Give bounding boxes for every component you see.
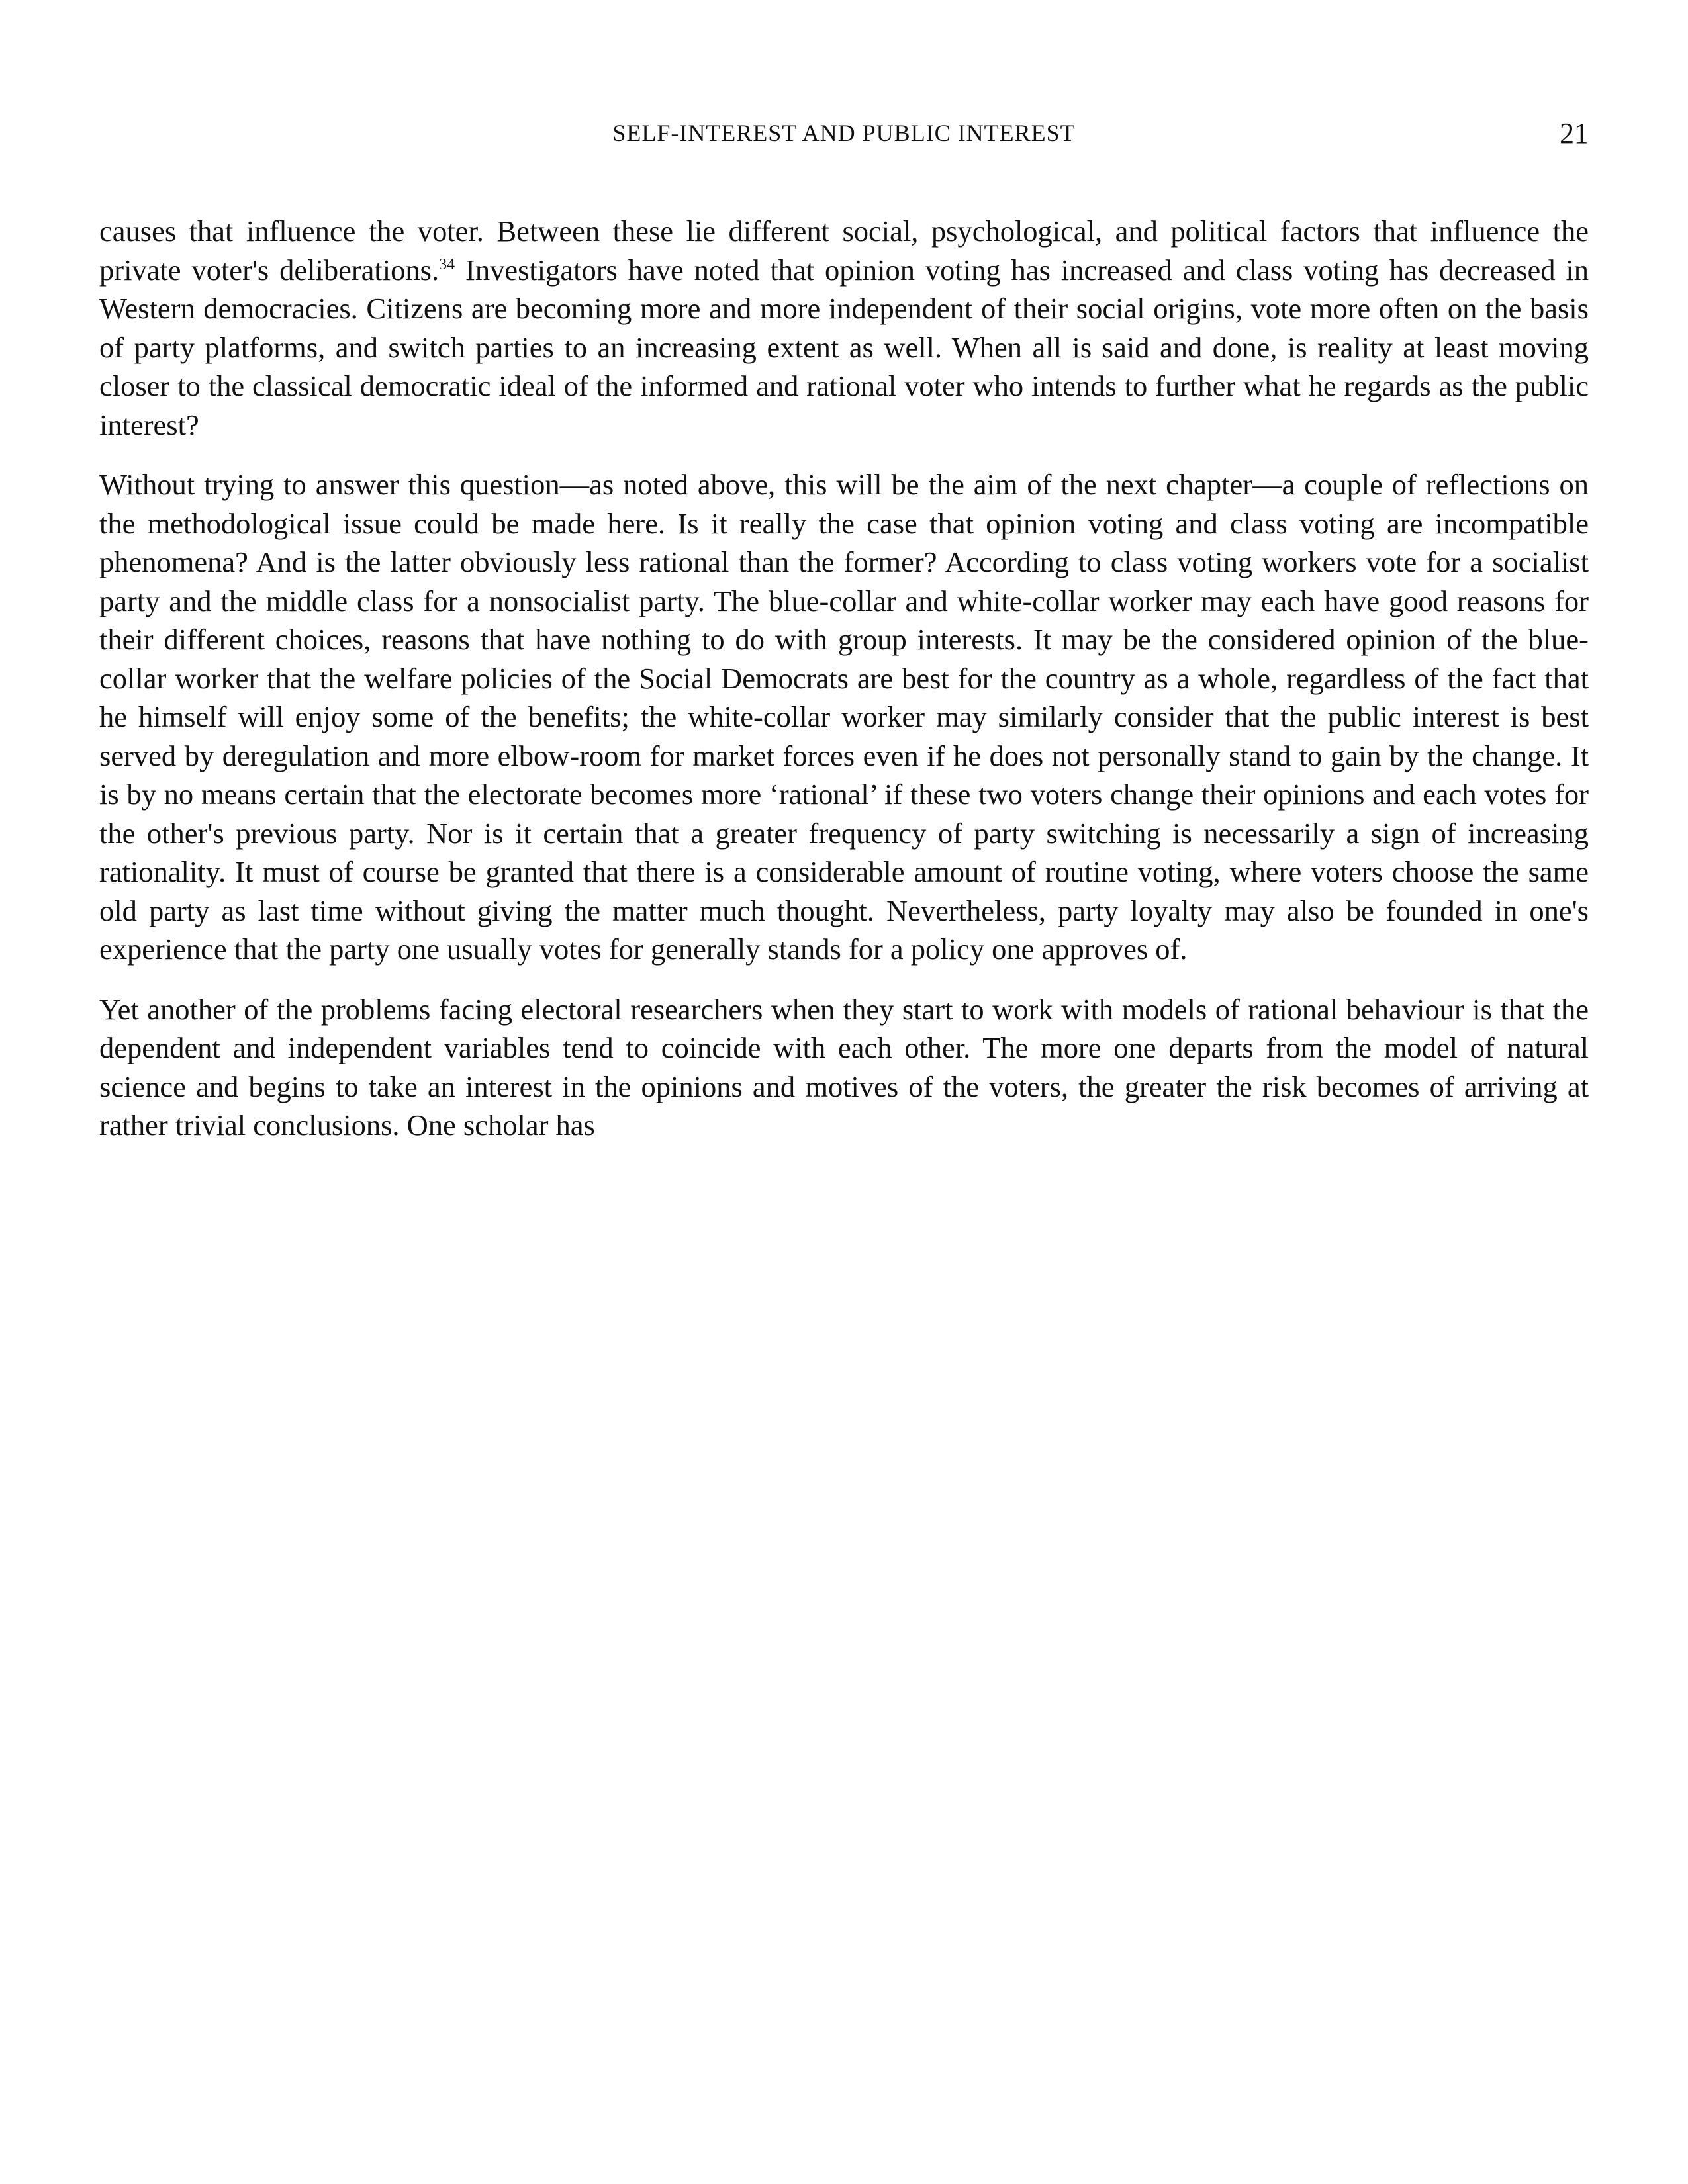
running-title: SELF-INTEREST AND PUBLIC INTEREST (612, 120, 1076, 146)
body-text (99, 212, 1589, 1166)
paragraph-2: Without trying to answer this question—as noted above, this will be the aim of the next chapter—a couple of reflections on the methodological issue could be made here. Is it really the case that opinion voting and class voting are incompatible phenomena? And is the latter obviously less rational than the former? According to class voting workers vote for a socialist party and the middle class for a nonsocialist party. The blue-collar and white-collar worker may each have good reasons for their different choices, reasons that have nothing to do with group interests. It may be the considered opinion of the blue-collar worker that the welfare policies of the Social Democrats are best for the country as a whole, regardless of the fact that he himself will enjoy some of the benefits; the white-collar worker may similarly consider that the public interest is best served by deregulation and more elbow-room for market forces even if he does not personally stand to gain by the change. It is by no means certain that the electorate becomes more ‘rational’ if these two voters change their opinions and each votes for the other's previous party. Nor is it certain that a greater frequency of party switching is necessarily a sign of increasing rationality. It must of course be granted that there is a considerable amount of routine voting, where voters choose the same old party as last time without giving the matter much thought. Nevertheless, party loyalty may also be founded in one's experience that the party one usually votes for generally stands for a policy one approves of. (99, 468, 1589, 966)
footnote-reference: 34 (439, 255, 455, 273)
page-number: 21 (1560, 117, 1589, 150)
paragraph-1 (99, 212, 1589, 444)
running-head (99, 116, 1589, 156)
paragraph-1-text-b: Investigators have noted that opinion voting has increased and class voting has decreased in Western democracies. Citizens are becoming more and more independent of their social origins, vote more often on the basis of party platforms, and switch parties to an increasing extent as well. When all is said and done, is reality at least moving closer to the classical democratic ideal of the informed and rational voter who intends to further what he regards as the public interest? (99, 253, 1589, 441)
paragraph-1-text-a: causes that influence the voter. Between these lie different social, psychological, and political factors that influence the private voter's deliberations. (99, 214, 1589, 287)
paragraph-3: Yet another of the problems facing electoral researchers when they start to work with models of rational behaviour is that the dependent and independent variables tend to coincide with each other. The more one departs from the model of natural science and begins to take an interest in the opinions and motives of the voters, the greater the risk becomes of arriving at rather trivial conclusions. One scholar has (99, 992, 1589, 1142)
